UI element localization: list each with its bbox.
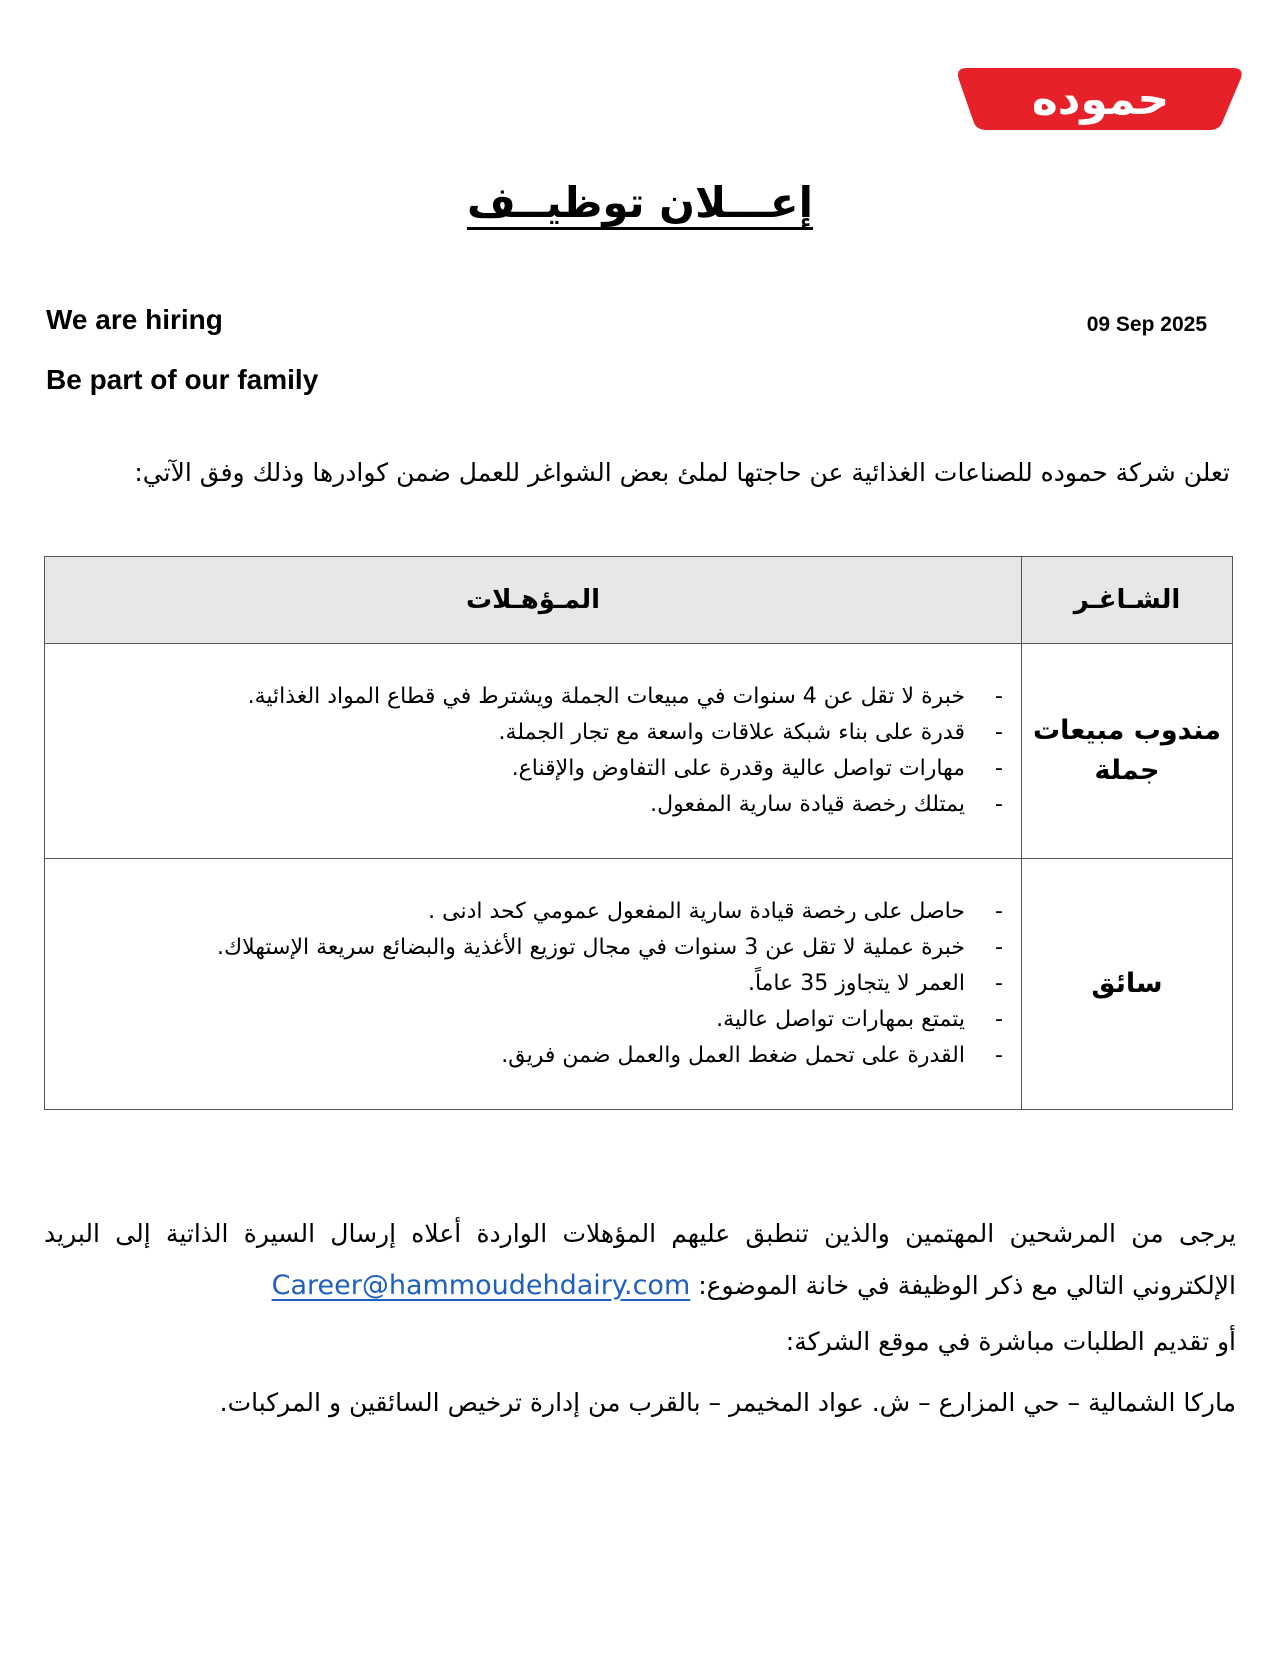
table-header-row [45,557,1233,644]
instructions-text: يرجى من المرشحين المهتمين والذين تنطبق عليهم المؤهلات الواردة أعلاه إرسال السيرة الذاتية إلى البريد الإلكتروني التالي مع ذكر الوظيفة في خانة الموضوع: [44,1219,1236,1300]
qualification-text: قدرة على بناء شبكة علاقات واسعة مع تجار الجملة. [498,720,965,745]
qualifications-list [45,679,1003,823]
intro-paragraph: تعلن شركة حموده للصناعات الغذائية عن حاجتها لملئ بعض الشواغر للعمل ضمن كوادرها وذلك وفق الآتي: [134,458,1230,487]
bullet-dash: - [995,1043,1003,1068]
bullet-dash: - [995,756,1003,781]
career-email-link[interactable]: Career@hammoudehdairy.com [271,1270,691,1301]
bullet-dash: - [995,792,1003,817]
qualification-text: العمر لا يتجاوز 35 عاماً. [747,971,965,996]
page-title [0,178,1280,227]
family-subheading: Be part of our family [46,364,319,395]
qualification-text: خبرة لا تقل عن 4 سنوات في مبيعات الجملة ويشترط في قطاع المواد الغذائية. [247,684,965,709]
qualification-text: مهارات تواصل عالية وقدرة على التفاوض والإقناع. [511,756,965,781]
list-item [45,715,1003,751]
qualifications-cell [45,859,1022,1110]
qualification-text: حاصل على رخصة قيادة سارية المفعول عمومي كحد ادنى . [428,899,965,924]
apply-onsite-text: أو تقديم الطلبات مباشرة في موقع الشركة: [785,1327,1236,1356]
announcement-date: 09 Sep 2025 [1086,313,1207,336]
table-row [45,859,1233,1110]
bullet-dash: - [995,899,1003,924]
bullet-dash: - [995,1007,1003,1032]
position-name: مندوب مبيعات جملة [1022,644,1233,859]
qualifications-list [45,894,1003,1074]
header-qualifications: المـؤهـلات [45,557,1022,644]
header-position: الشـاغـر [1022,557,1233,644]
page-title-text: إعـــلان توظيــف [466,178,814,227]
company-logo [957,68,1244,130]
qualification-text: خبرة عملية لا تقل عن 3 سنوات في مجال توزيع الأغذية والبضائع سريعة الإستهلاك. [217,935,965,960]
qualification-text: يمتلك رخصة قيادة سارية المفعول. [650,792,965,817]
company-address: ماركا الشمالية – حي المزارع – ش. عواد المخيمر – بالقرب من إدارة ترخيص السائقين و المركبات. [219,1388,1236,1417]
bullet-dash: - [995,971,1003,996]
list-item [45,1038,1003,1074]
list-item [45,894,1003,930]
table-row [45,644,1233,859]
list-item [45,966,1003,1002]
logo-text: حموده [1031,73,1170,125]
list-item [45,679,1003,715]
hiring-heading: We are hiring [46,304,223,335]
jobs-table [44,556,1233,1110]
list-item [45,787,1003,823]
qualification-text: يتمتع بمهارات تواصل عالية. [716,1007,965,1032]
list-item [45,930,1003,966]
qualifications-cell [45,644,1022,859]
application-instructions [44,1208,1236,1312]
list-item [45,1002,1003,1038]
bullet-dash: - [995,684,1003,709]
qualification-text: القدرة على تحمل ضغط العمل والعمل ضمن فريق. [501,1043,965,1068]
bullet-dash: - [995,935,1003,960]
bullet-dash: - [995,720,1003,745]
list-item [45,751,1003,787]
position-name: سائق [1022,859,1233,1110]
